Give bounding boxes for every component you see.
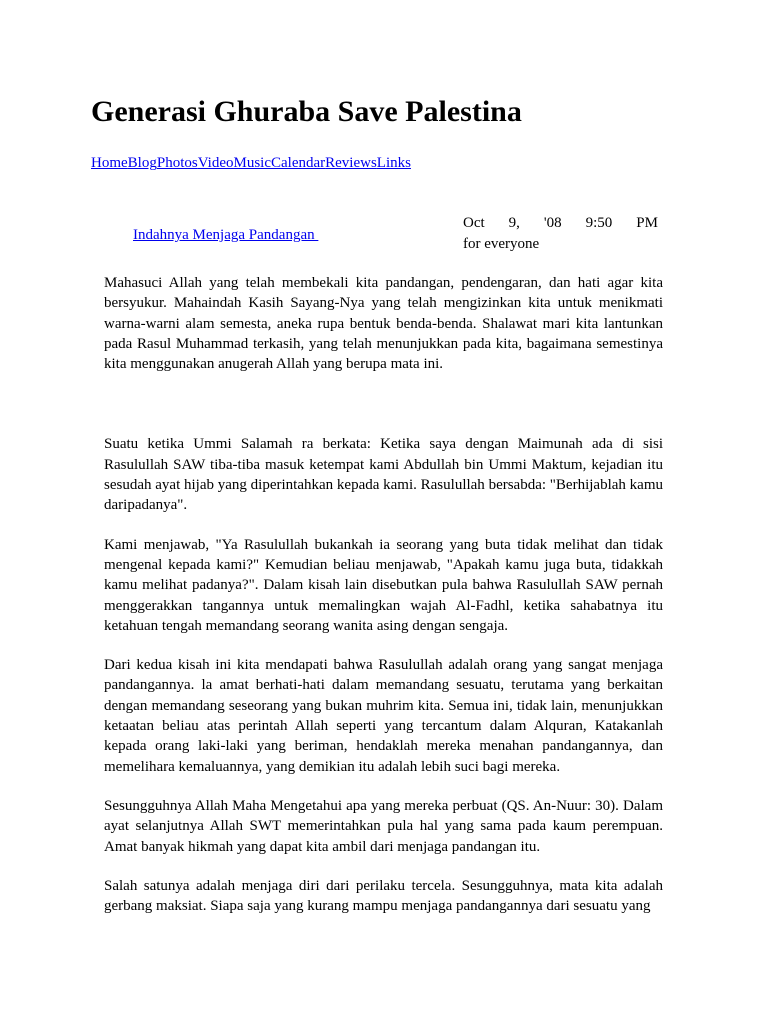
post-paragraph: Dari kedua kisah ini kita mendapati bahwa Rasulullah adalah orang yang sangat menjaga pandangannya. la amat berhati-hati dalam memandang sesuatu, terutama yang berkaitan dengan memandang seseorang yang bukan muhrim kita. Semua ini, tidak lain, menunjukkan ketaatan beliau atas perintah Allah seperti yang tercantum dalam Alquran, Katakanlah kepada orang laki-laki yang beriman, hendaklah mereka menahan pandangannya, dan memelihara kemaluannya, yang demikian itu adalah lebih suci bagi mereka. [104, 657, 663, 775]
nav-link-music[interactable]: Music [233, 155, 271, 171]
post-meta [463, 213, 658, 255]
nav-link-reviews[interactable]: Reviews [325, 155, 377, 171]
page-title: Generasi Ghuraba Save Palestina [91, 95, 522, 128]
nav-link-home[interactable]: Home [91, 155, 128, 171]
post-paragraph: Salah satunya adalah menjaga diri dari perilaku tercela. Sesungguhnya, mata kita adalah gerbang maksiat. Siapa saja yang kurang mampu menjaga pandangannya dari sesuatu yang [104, 877, 663, 915]
nav-link-photos[interactable]: Photos [156, 155, 198, 171]
top-nav [91, 153, 411, 173]
post-paragraph: Mahasuci Allah yang telah membekali kita pandangan, pendengaran, dan hati agar kita bersyukur. Mahaindah Kasih Sayang-Nya yang telah mengizinkan kita untuk menikmati warna-warni alam semesta, aneka rupa bentuk benda-benda. Shalawat mari kita lantunkan pada Rasul Muhammad terkasih, yang telah menunjukkan pada kita, bagaimana semestinya kita menggunakan anugerah Allah yang berupa mata ini. [104, 275, 663, 373]
nav-link-calendar[interactable]: Calendar [270, 155, 326, 171]
post-paragraph: Sesungguhnya Allah Maha Mengetahui apa yang mereka perbuat (QS. An-Nuur: 30). Dalam ayat selanjutnya Allah SWT memerintahkan pula hal yang sama pada kaum perempuan. Amat banyak hikmah yang dapat kita ambil dari menjaga pandangan itu. [104, 797, 663, 855]
post-time-ampm: PM [636, 215, 658, 231]
post-date-month: Oct [463, 215, 485, 231]
post-date-day: 9, [508, 215, 520, 231]
post-audience: for everyone [463, 236, 540, 252]
post-title-link[interactable]: Indahnya Menjaga Pandangan [133, 227, 319, 243]
post-paragraph: Suatu ketika Ummi Salamah ra berkata: Ketika saya dengan Maimunah ada di sisi Rasulullah SAW tiba-tiba masuk ketempat kami Abdullah bin Ummi Maktum, kejadian itu sesudah ayat hijab yang diperintahkan kepada kami. Rasulullah bersabda: "Berhijablah kamu daripadanya". [104, 436, 663, 514]
post-date [463, 213, 658, 234]
nav-link-video[interactable]: Video [197, 155, 234, 171]
post-date-year: '08 [543, 215, 562, 231]
post-body [104, 273, 663, 935]
nav-link-blog[interactable]: Blog [127, 155, 157, 171]
post-paragraph: Kami menjawab, "Ya Rasulullah bukankah ia seorang yang buta tidak melihat dan tidak mengenal kepada kami?" Kemudian beliau menjawab, "Apakah kamu juga buta, tidakkah kamu melihat padanya?". Dalam kisah lain disebutkan pula bahwa Rasulullah SAW pernah menggerakkan tangannya untuk memalingkan wajah Al-Fadhl, ketika sahabatnya itu ketahuan tengah memandang seorang wanita asing dengan sengaja. [104, 536, 663, 634]
nav-link-links[interactable]: Links [376, 155, 411, 171]
post-time: 9:50 [585, 215, 613, 231]
